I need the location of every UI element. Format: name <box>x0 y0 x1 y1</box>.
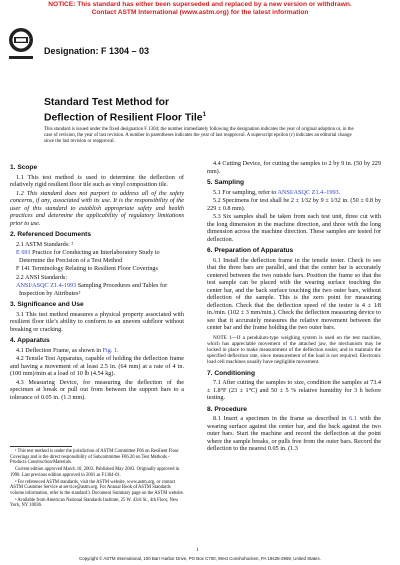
para-4-4: 4.4 Cutting Device, for cutting the samples to 2 by 9 in. (50 by 229 mm). <box>207 160 381 175</box>
notice-line-2: Contact ASTM International (www.astm.org) for the latest information <box>91 9 309 16</box>
section-7-heading: 7. Conditioning <box>207 369 255 377</box>
ref-ansi: ANSI/ASQC Z1.4-1993 Sampling Procedures and Tables for Inspection by Attributes³ <box>16 282 168 297</box>
para-5-2: 5.2 Specimens for test shall be 2 ± 1⁄32 by 9 ± 1⁄32 in. (50 ± 0.8 by 229 ± 0.8 mm). <box>207 197 381 212</box>
para-2-1: 2.1 ASTM Standards: ² <box>16 240 74 248</box>
section-6-heading: 6. Preparation of Apparatus <box>207 247 294 254</box>
section-5-heading: 5. Sampling <box>207 179 245 186</box>
section-1-heading: 1. Scope <box>10 164 38 171</box>
para-4-3: 4.3 Measuring Device, for measuring the deflection of the specimen at break or pull out from between the support bars to a tolerance of 0.05 in. (1.3 mm). <box>10 378 184 401</box>
fig-1-link[interactable]: Fig. 1 <box>102 346 118 354</box>
para-1-1: 1.1 This test method is used to determine the deflection of relatively rigid resilient floor tile such as vinyl composition tile. <box>10 173 184 188</box>
footnote-divider <box>10 446 72 447</box>
footnote-2: ² For referenced ASTM standards, visit the ASTM website, www.astm.org, or contact ASTM Customer Service at service@astm.org. For Annual Book of ASTM Standards volume information, refer to the standard’s Document Summary page on the ASTM website. <box>10 479 184 496</box>
notice-line-1: NOTICE: This standard has either been superseded and replaced by a new version or withdrawn. <box>48 1 352 8</box>
para-2-2: 2.2 ANSI Standards: <box>16 273 68 281</box>
left-column <box>10 160 184 402</box>
section-3-heading: 3. Significance and Use <box>10 301 84 308</box>
astm-logo-icon <box>8 26 34 66</box>
para-1-2: 1.2 This standard does not purport to address all of the safety concerns, if any, associated with its use. It is the responsibility of the user of this standard to establish appropriate safety and health practices and determine the applicability of regulatory limitations prior to use. <box>10 189 184 227</box>
section-6-1-link[interactable]: 6.1 <box>349 415 357 423</box>
para-5-1: 5.1 For sampling, refer to ANSI/ASQC Z1.4–1993. <box>213 188 341 196</box>
section-2-heading: 2. Referenced Documents <box>10 231 91 238</box>
footnotes <box>10 449 185 510</box>
page-number: 1 <box>196 548 199 553</box>
footnote-1: ¹ This test method is under the jurisdiction of ASTM Committee F06 on Resilient Floor Coverings and is the direct responsibility of Subcommittee F06.20 on Test Methods - Products Construction/Materials. <box>10 449 179 466</box>
para-6-1: 6.1 Install the deflection frame in the tensile tester. Check to see that the three bars are parallel, and that the center bar is accurately centered between the two outside bars. Position the frame so that the test sample can be placed with the wearing surface touching the center bar, and the back surface touching the two outer bars, without deflection of the sample. This is the zero point for measuring deflection. Check that the deflection speed of the tester is 4 ± 1⁄8 in./min. (102 ± 3 mm/min.). Check the deflection measuring device to see that it accurately measures the relative movement between the center bar and the frame holding the two outer bars. <box>207 256 381 331</box>
ref-e691-link[interactable]: E 691 <box>16 249 31 256</box>
section-4-heading: 4. Apparatus <box>10 337 50 344</box>
ref-e691: E 691 Practice for Conducting an Interlaboratory Study to Determine the Precision of a Test Method <box>16 249 160 264</box>
astm-logo <box>8 26 34 66</box>
note-1: NOTE 1—If a pendulum-type weighing system is used on the test machine, which has appreciable movement of the attached jaw, the mechanism may be locked in place to make measurement of the deflection easier, and to maintain the specified deflection rate, since measurement of the load is not required. Electronic load cell machines usually have negligible movement. <box>207 334 381 366</box>
document-title <box>44 97 206 124</box>
section-8-heading: 8. Procedure <box>207 405 247 413</box>
para-3-1: 3.1 This test method measures a physical property associated with resilient floor tile’s ability to conform to an uneven subfloor without breaking or cracking. <box>10 310 184 333</box>
para-7-1: 7.1 After cutting the samples to size, condition the samples at 73.4 ± 1.8°F (23 ± 1°C) and 50 ± 5 % relative humidity for 3 h before testing. <box>207 379 381 402</box>
copyright-line: Copyright © ASTM International, 100 Barr Harbor Drive, PO Box C700, West Conshohocken, PA 19428-2959, United States. <box>79 556 321 561</box>
para-4-1: 4.1 Deflection Frame, as shown in Fig. 1. <box>16 346 119 354</box>
ref-f141: F 141 Terminology Relating to Resilient Floor Coverings <box>16 265 158 272</box>
title-line-1: Standard Test Method for <box>44 97 170 108</box>
designation: Designation: F 1304 – 03 <box>44 46 150 56</box>
footnote-1b: Current edition approved March 10, 2003. Published May 2003. Originally approved in 1990. Last previous edition approved in 2001 as F1304-01. <box>10 467 180 478</box>
footnote-3: ³ Available from American National Standards Institute, 25 W. 43rd St., 4th Floor, New York, NY 10036. <box>10 497 179 509</box>
title-line-2: Deflection of Resilient Floor Tile$^1$ <box>44 112 206 124</box>
ansi-link[interactable]: ANSI/ASQC Z1.4–1993 <box>277 188 339 196</box>
ref-ansi-link[interactable]: ANSI/ASQC Z1.4-1993 <box>16 282 77 289</box>
para-8-1: 8.1 Insert a specimen in the frame as described in 6.1 with the wearing surface against the center bar, and the back against the two outer bars. Start the machine and record the deflection at the point where the sample breaks, or pulls free from the outer bars. Record the deflection to the nearest 0.05 in. (1.3 <box>207 415 381 453</box>
intro-paragraph: This standard is issued under the fixed designation F 1304; the number immediately following the designation indicates the year of original adoption or, in the case of revision, the year of last revision. A number in parentheses indicates the year of last reapproval. A superscript epsilon (ε) indicates an editorial change since the last revision or reapproval. <box>44 127 354 144</box>
title-footnote-mark: 1 <box>202 112 206 118</box>
supersession-notice <box>0 1 400 17</box>
para-5-3: 5.3 Six samples shall be taken from each test unit, three cut with the long dimension in the machine direction, and three with the long dimension across the machine direction. These samples are tested for deflection. <box>207 213 381 243</box>
right-column <box>207 160 381 454</box>
para-4-2: 4.2 Tensile Test Apparatus, capable of holding the deflection frame and having a movement of at least 2.5 in. (64 mm) at a rate of 4 in. (100 mm)/min at a load of 10 lb (4.54 kg). <box>10 355 184 377</box>
